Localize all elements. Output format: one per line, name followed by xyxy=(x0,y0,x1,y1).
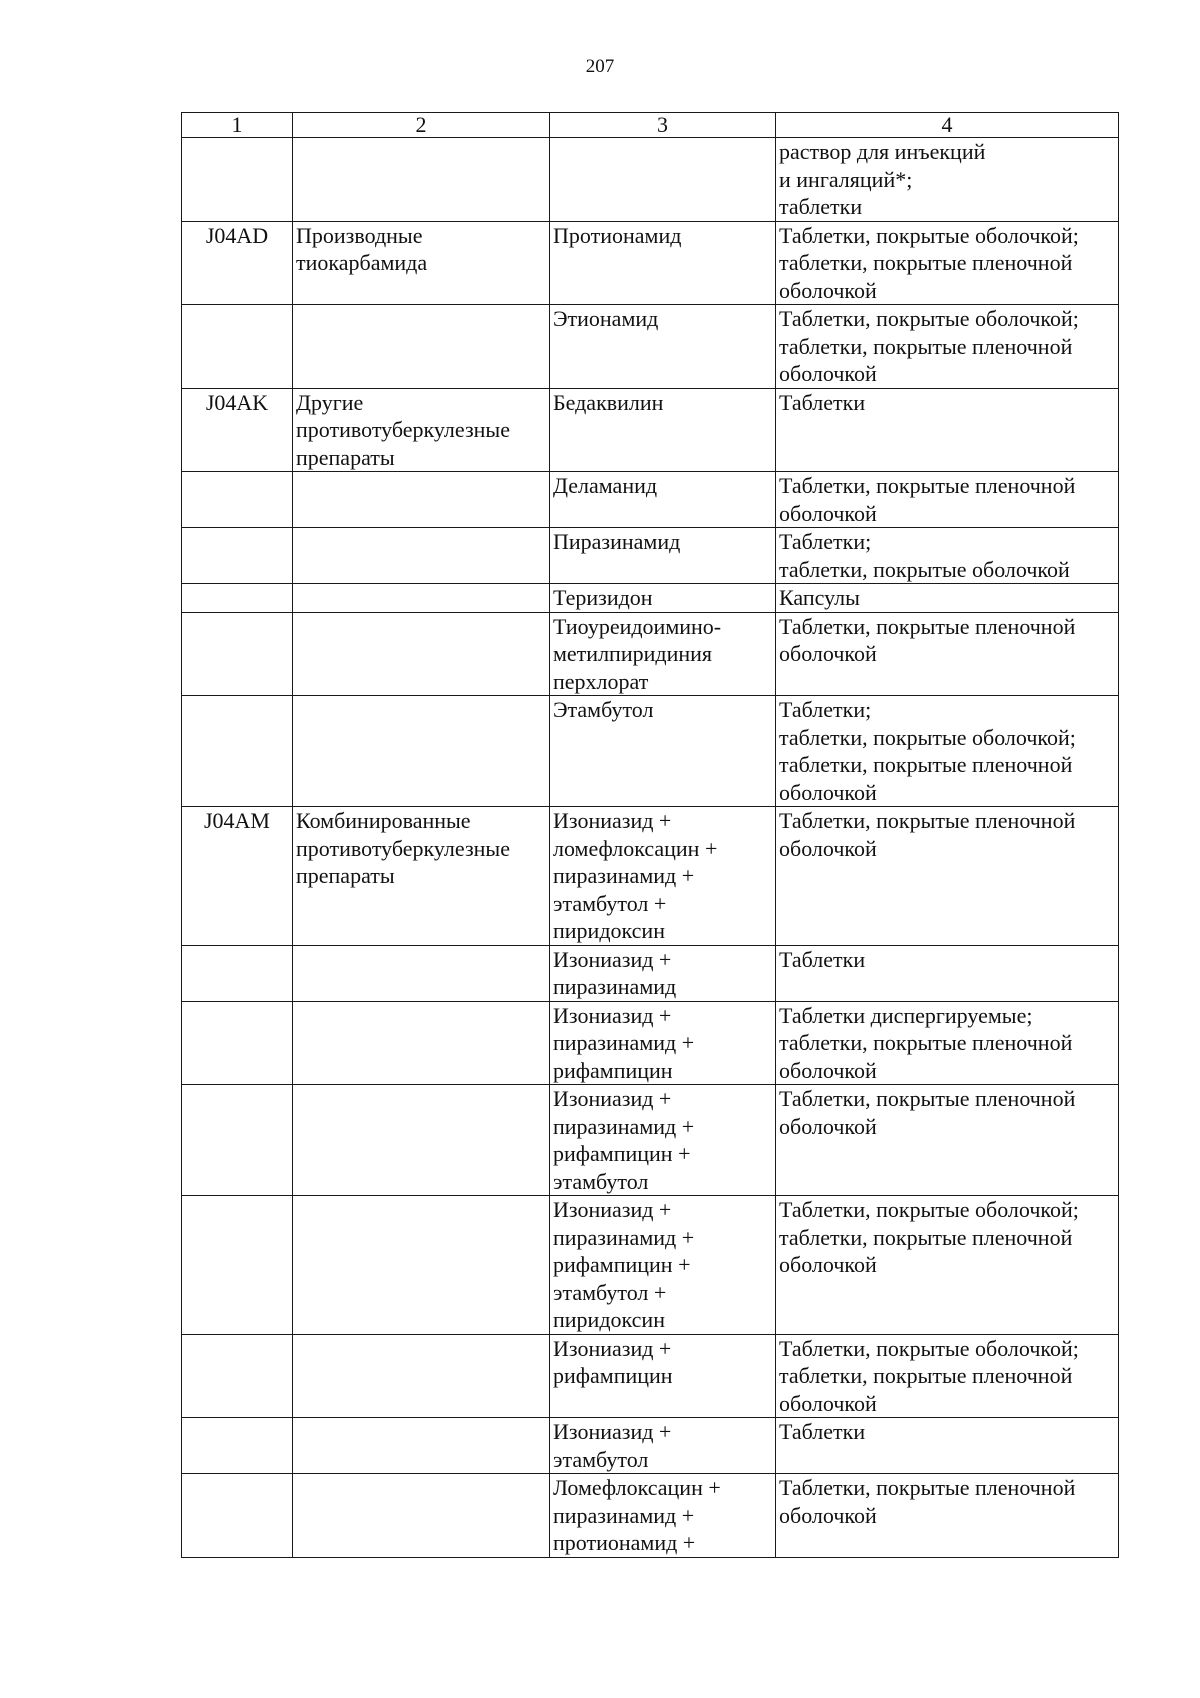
atc-code-cell xyxy=(182,528,293,584)
drug-name-cell xyxy=(550,807,776,946)
cell-text-line: Другие xyxy=(296,389,364,415)
table-row xyxy=(182,1474,1119,1558)
cell-text-line: оболочкой xyxy=(779,1390,877,1416)
cell-text-line: таблетки xyxy=(779,194,863,219)
drug-name-cell xyxy=(550,696,776,807)
cell-text-line: пиразинамид + xyxy=(553,1224,695,1250)
cell-text-line: Таблетки, покрытые пленочной xyxy=(779,808,1076,833)
cell-text-line: Таблетки xyxy=(779,1419,866,1444)
dosage-form-cell xyxy=(776,807,1119,946)
cell-text-line: Таблетки, покрытые пленочной xyxy=(779,1086,1076,1111)
table-row xyxy=(182,1418,1119,1474)
drug-name-cell xyxy=(550,138,776,222)
cell-text-line: препараты xyxy=(296,863,395,888)
cell-text-line: Бедаквилин xyxy=(553,389,664,415)
cell-text-line: Таблетки xyxy=(779,389,866,415)
cell-text-line: Этионамид xyxy=(553,306,659,331)
cell-text-line: ломефлоксацин + xyxy=(553,835,718,861)
drug-name-cell xyxy=(550,305,776,389)
atc-code-cell xyxy=(182,472,293,528)
cell-text-line: таблетки, покрытые пленочной xyxy=(779,1030,1073,1055)
drug-name-cell xyxy=(550,1085,776,1196)
cell-text-line: метилпиридиния xyxy=(553,641,713,666)
cell-text-line: Таблетки, покрытые оболочкой; xyxy=(779,222,1079,248)
dosage-form-cell xyxy=(776,584,1119,613)
cell-text-line: этамбутол xyxy=(553,1168,649,1194)
cell-text-line: оболочкой xyxy=(779,835,877,861)
table-row xyxy=(182,945,1119,1001)
dosage-form-cell xyxy=(776,138,1119,222)
atc-code-cell xyxy=(182,138,293,222)
drug-name-cell xyxy=(550,1418,776,1474)
cell-text-line: тиокарбамида xyxy=(296,250,428,275)
cell-text-line: Таблетки, покрытые пленочной xyxy=(779,613,1076,639)
table-row xyxy=(182,138,1119,222)
cell-text-line: Таблетки диспергируемые; xyxy=(779,1002,1033,1028)
group-name-cell xyxy=(293,1334,550,1418)
drug-table xyxy=(181,112,1119,1558)
cell-text-line: оболочкой xyxy=(779,1057,877,1083)
cell-text-line: Теризидон xyxy=(553,585,653,610)
table-header-row xyxy=(182,113,1119,138)
cell-text-line: Комбинированные xyxy=(296,808,471,833)
atc-code-cell: J04AD xyxy=(182,221,293,305)
cell-text-line: Тиоуреидоимино- xyxy=(553,613,722,639)
cell-text-line: оболочкой xyxy=(779,1113,877,1139)
atc-code-cell xyxy=(182,1001,293,1085)
cell-text-line: пиразинамид + xyxy=(553,1113,695,1139)
cell-text-line: Таблетки; xyxy=(779,529,872,554)
cell-text-line: оболочкой xyxy=(779,277,877,303)
cell-text-line: раствор для инъекций xyxy=(779,139,986,164)
cell-text-line: Таблетки, покрытые пленочной xyxy=(779,1475,1076,1500)
drug-name-cell xyxy=(550,612,776,696)
cell-text-line: Изониазид + xyxy=(553,1197,672,1222)
drug-name-cell xyxy=(550,528,776,584)
group-name-cell xyxy=(293,138,550,222)
cell-text-line: Пиразинамид xyxy=(553,529,681,554)
group-name-cell xyxy=(293,1418,550,1474)
dosage-form-cell xyxy=(776,696,1119,807)
cell-text-line: пиразинамид xyxy=(553,974,677,999)
cell-text-line: Изониазид + xyxy=(553,1419,672,1444)
cell-text-line: препараты xyxy=(296,444,395,470)
atc-code-cell xyxy=(182,1196,293,1335)
table-body xyxy=(182,138,1119,1558)
table-row xyxy=(182,305,1119,389)
table-row xyxy=(182,584,1119,613)
cell-text-line: Изониазид + xyxy=(553,808,672,833)
cell-text-line: и ингаляций*; xyxy=(779,166,913,192)
cell-text-line: Таблетки; xyxy=(779,697,872,722)
cell-text-line: Этамбутол xyxy=(553,697,654,722)
cell-text-line: Изониазид + xyxy=(553,1335,672,1361)
column-header-1: 1 xyxy=(182,113,293,138)
group-name-cell xyxy=(293,696,550,807)
dosage-form-cell xyxy=(776,612,1119,696)
cell-text-line: Изониазид + xyxy=(553,1002,672,1028)
cell-text-line: таблетки, покрытые оболочкой xyxy=(779,556,1070,582)
dosage-form-cell xyxy=(776,305,1119,389)
group-name-cell xyxy=(293,584,550,613)
table-row xyxy=(182,1196,1119,1335)
group-name-cell xyxy=(293,945,550,1001)
cell-text-line: таблетки, покрытые пленочной xyxy=(779,250,1073,275)
dosage-form-cell xyxy=(776,1474,1119,1558)
table-row xyxy=(182,1334,1119,1418)
cell-text-line: Таблетки, покрытые оболочкой; xyxy=(779,1197,1079,1222)
drug-name-cell xyxy=(550,1474,776,1558)
table-row xyxy=(182,1085,1119,1196)
cell-text-line: пиразинамид + xyxy=(553,1502,695,1528)
cell-text-line: рифампицин + xyxy=(553,1141,691,1166)
group-name-cell xyxy=(293,1196,550,1335)
cell-text-line: таблетки, покрытые пленочной xyxy=(779,1363,1073,1388)
cell-text-line: этамбутол + xyxy=(553,1279,667,1305)
table-row xyxy=(182,807,1119,946)
cell-text-line: пиразинамид + xyxy=(553,1030,695,1055)
cell-text-line: перхлорат xyxy=(553,668,649,694)
group-name-cell xyxy=(293,221,550,305)
group-name-cell xyxy=(293,1474,550,1558)
group-name-cell xyxy=(293,528,550,584)
cell-text-line: оболочкой xyxy=(779,641,877,666)
atc-code-cell xyxy=(182,1085,293,1196)
cell-text-line: оболочкой xyxy=(779,1502,877,1528)
column-header-3: 3 xyxy=(550,113,776,138)
group-name-cell xyxy=(293,807,550,946)
group-name-cell xyxy=(293,1001,550,1085)
atc-code-cell xyxy=(182,584,293,613)
cell-text-line: таблетки, покрытые оболочкой; xyxy=(779,724,1076,750)
drug-name-cell xyxy=(550,584,776,613)
column-header-2: 2 xyxy=(293,113,550,138)
cell-text-line: Таблетки, покрытые пленочной xyxy=(779,473,1076,498)
table-row xyxy=(182,221,1119,305)
atc-code-cell xyxy=(182,612,293,696)
table-row xyxy=(182,1001,1119,1085)
dosage-form-cell xyxy=(776,1085,1119,1196)
cell-text-line: пиридоксин xyxy=(553,1307,665,1332)
cell-text-line: пиразинамид + xyxy=(553,863,695,888)
atc-code-cell xyxy=(182,945,293,1001)
atc-code-cell xyxy=(182,1474,293,1558)
cell-text-line: оболочкой xyxy=(779,1252,877,1277)
table-row xyxy=(182,472,1119,528)
cell-text-line: Таблетки xyxy=(779,946,866,972)
cell-text-line: таблетки, покрытые пленочной xyxy=(779,752,1073,777)
dosage-form-cell xyxy=(776,221,1119,305)
cell-text-line: Таблетки, покрытые оболочкой; xyxy=(779,306,1079,331)
cell-text-line: оболочкой xyxy=(779,361,877,386)
atc-code-cell xyxy=(182,1418,293,1474)
dosage-form-cell xyxy=(776,472,1119,528)
group-name-cell xyxy=(293,612,550,696)
page-number: 207 xyxy=(585,56,615,77)
drug-name-cell xyxy=(550,1001,776,1085)
cell-text-line: таблетки, покрытые пленочной xyxy=(779,333,1073,359)
drug-name-cell xyxy=(550,388,776,472)
drug-name-cell xyxy=(550,945,776,1001)
drug-name-cell xyxy=(550,1196,776,1335)
cell-text-line: Таблетки, покрытые оболочкой; xyxy=(779,1335,1079,1361)
table-row xyxy=(182,696,1119,807)
cell-text-line: рифампицин + xyxy=(553,1252,691,1277)
group-name-cell xyxy=(293,305,550,389)
cell-text-line: этамбутол xyxy=(553,1446,649,1472)
dosage-form-cell xyxy=(776,528,1119,584)
cell-text-line: рифампицин xyxy=(553,1363,673,1388)
table-row xyxy=(182,388,1119,472)
table-row xyxy=(182,612,1119,696)
cell-text-line: противотуберкулезные xyxy=(296,417,510,442)
cell-text-line: таблетки, покрытые пленочной xyxy=(779,1224,1073,1250)
atc-code-cell xyxy=(182,305,293,389)
cell-text-line: Производные xyxy=(296,222,423,248)
drug-name-cell xyxy=(550,472,776,528)
cell-text-line: противотуберкулезные xyxy=(296,835,510,861)
cell-text-line: этамбутол + xyxy=(553,890,667,916)
cell-text-line: пиридоксин xyxy=(553,918,665,943)
dosage-form-cell xyxy=(776,1418,1119,1474)
cell-text-line: Капсулы xyxy=(779,585,860,610)
group-name-cell xyxy=(293,388,550,472)
cell-text-line: Протионамид xyxy=(553,222,682,248)
cell-text-line: протионамид + xyxy=(553,1530,696,1555)
cell-text-line: Изониазид + xyxy=(553,946,672,972)
atc-code-cell: J04AM xyxy=(182,807,293,946)
cell-text-line: рифампицин xyxy=(553,1057,673,1083)
dosage-form-cell xyxy=(776,1196,1119,1335)
drug-name-cell xyxy=(550,221,776,305)
column-header-4: 4 xyxy=(776,113,1119,138)
group-name-cell xyxy=(293,472,550,528)
dosage-form-cell xyxy=(776,1334,1119,1418)
dosage-form-cell xyxy=(776,1001,1119,1085)
dosage-form-cell xyxy=(776,388,1119,472)
atc-code-cell xyxy=(182,1334,293,1418)
atc-code-cell xyxy=(182,696,293,807)
cell-text-line: Ломефлоксацин + xyxy=(553,1475,721,1500)
cell-text-line: Изониазид + xyxy=(553,1086,672,1111)
cell-text-line: Деламанид xyxy=(553,473,658,498)
drug-name-cell xyxy=(550,1334,776,1418)
cell-text-line: оболочкой xyxy=(779,500,877,526)
table-row xyxy=(182,528,1119,584)
group-name-cell xyxy=(293,1085,550,1196)
dosage-form-cell xyxy=(776,945,1119,1001)
cell-text-line: оболочкой xyxy=(779,779,877,805)
atc-code-cell: J04AK xyxy=(182,388,293,472)
